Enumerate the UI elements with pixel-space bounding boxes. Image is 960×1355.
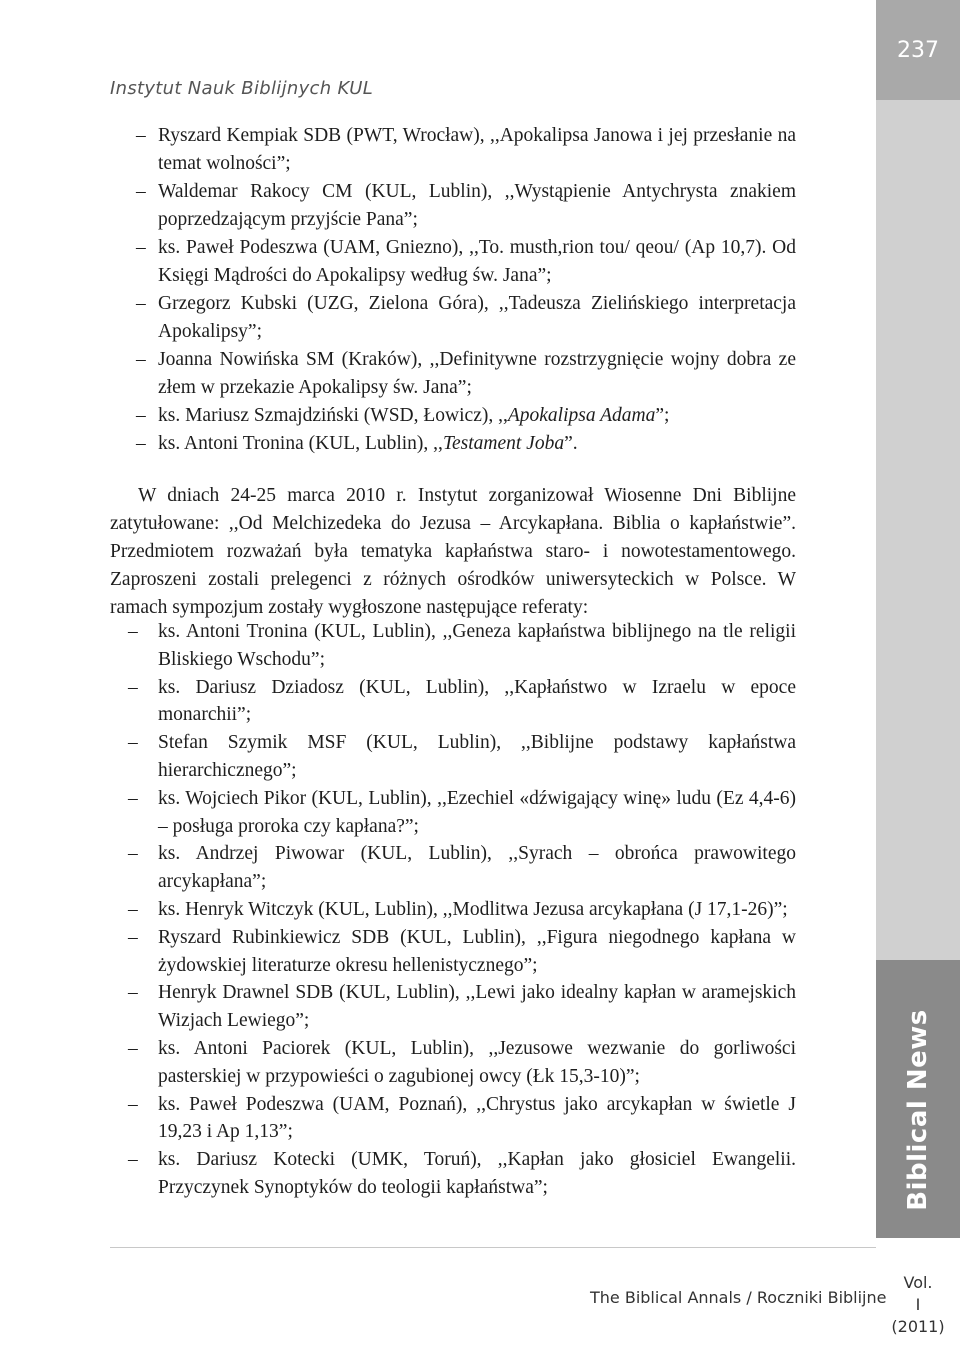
list-item: – Ryszard Kempiak SDB (PWT, Wrocław), ,,Apokalipsa Janowa i jej przesłanie na temat wolności”; bbox=[136, 125, 796, 174]
list-item: – ks. Antoni Tronina (KUL, Lublin), ,,Geneza kapłaństwa biblijnego na tle religii Bliskiego Wschodu”; bbox=[128, 621, 796, 670]
vol-number: I bbox=[915, 1295, 921, 1314]
list-item: – Joanna Nowińska SM (Kraków), ,,Definitywne rozstrzygnięcie wojny dobra ze złem w przekazie Apokalipsy św. Jana”; bbox=[136, 349, 796, 398]
list-item: – ks. Paweł Podeszwa (UAM, Poznań), ,,Chrystus jako arcykapłan w świetle J 19,23 i Ap 1,13”; bbox=[128, 1093, 796, 1143]
list-item: – Ryszard Rubinkiewicz SDB (KUL, Lublin), ,,Figura niegodnego kapłana w żydowskiej literaturze okresu hellenistycznego”; bbox=[128, 926, 796, 976]
running-header: Instytut Nauk Biblijnych KUL bbox=[110, 78, 374, 99]
list-item: – Waldemar Rakocy CM (KUL, Lublin), ,,Wystąpienie Antychrysta znakiem poprzedzającym przyjście Pana”; bbox=[136, 181, 796, 230]
list-item: – ks. Antoni Tronina (KUL, Lublin), ,,Testament Joba”. bbox=[136, 433, 578, 454]
section-label: Biblical News bbox=[903, 1009, 933, 1211]
list-item: – ks. Antoni Paciorek (KUL, Lublin), ,,Jezusowe wezwanie do gorliwości pasterskiej w przypowieści o zagubionej owcy (Łk 15,3-10)”; bbox=[128, 1037, 796, 1087]
list-item: – Henryk Drawnel SDB (KUL, Lublin), ,,Lewi jako idealny kapłan w aramejskich Wizjach Lewiego”; bbox=[128, 982, 796, 1032]
lecture-list-2 bbox=[110, 618, 796, 1202]
list-item: – ks. Henryk Witczyk (KUL, Lublin), ,,Modlitwa Jezusa arcykapłana (J 17,1-26)”; bbox=[128, 898, 788, 920]
volume-info bbox=[876, 1272, 960, 1338]
list-item: – ks. Paweł Podeszwa (UAM, Gniezno), ,,To. musth,rion tou/ qeou/ (Ap 10,7). Od Księgi Mądrości do Apokalipsy według św. Jana”; bbox=[136, 237, 796, 286]
footer-divider bbox=[110, 1247, 876, 1248]
page-number-box bbox=[876, 0, 960, 100]
lecture-title: Testament Joba bbox=[442, 433, 565, 454]
list-item: – ks. Dariusz Dziadosz (KUL, Lublin), ,,Kapłaństwo w Izraelu w epoce monarchii”; bbox=[128, 676, 796, 726]
page-number: 237 bbox=[897, 38, 939, 63]
list-item: – Grzegorz Kubski (UZG, Zielona Góra), ,,Tadeusza Zielińskiego interpretacja Apokalipsy”; bbox=[136, 293, 796, 342]
vol-year: (2011) bbox=[891, 1317, 945, 1336]
sidebar-strip bbox=[876, 0, 960, 1238]
lecture-list-1 bbox=[110, 122, 796, 458]
lecture-title: Apokalipsa Adama bbox=[507, 405, 656, 426]
list-item: – ks. Mariusz Szmajdziński (WSD, Łowicz), ,,Apokalipsa Adama”; bbox=[136, 405, 670, 426]
list-item: – Stefan Szymik MSF (KUL, Lublin), ,,Biblijne podstawy kapłaństwa hierarchicznego”; bbox=[128, 732, 796, 781]
list-item: – ks. Andrzej Piwowar (KUL, Lublin), ,,Syrach – obrońca prawowitego arcykapłana”; bbox=[128, 843, 796, 893]
vol-label: Vol. bbox=[903, 1273, 933, 1292]
list-item: – ks. Dariusz Kotecki (UMK, Toruń), ,,Kapłan jako głosiciel Ewangelii. Przyczynek Synoptyków do teologii kapłaństwa”; bbox=[128, 1149, 796, 1198]
list-item: – ks. Wojciech Pikor (KUL, Lublin), ,,Ezechiel «dźwigający winę» ludu (Ez 4,4-6) – posługa proroka czy kapłana?”; bbox=[128, 787, 796, 837]
journal-name: The Biblical Annals / Roczniki Biblijne bbox=[590, 1288, 887, 1307]
body-paragraph: W dniach 24-25 marca 2010 r. Instytut zorganizował Wiosenne Dni Biblijne zatytułowane: ,,Od Melchizedeka do Jezusa – Arcykapłana. Biblia o kapłaństwie”. Przedmiotem rozważań była tematyka kapłaństwa staro- i nowotestamentowego. Zaproszeni zostali prelegenci z różnych ośrodków uniwersyteckich w Polsce. W ramach sympozjum zostały wygłoszone następujące referaty: bbox=[110, 485, 796, 618]
